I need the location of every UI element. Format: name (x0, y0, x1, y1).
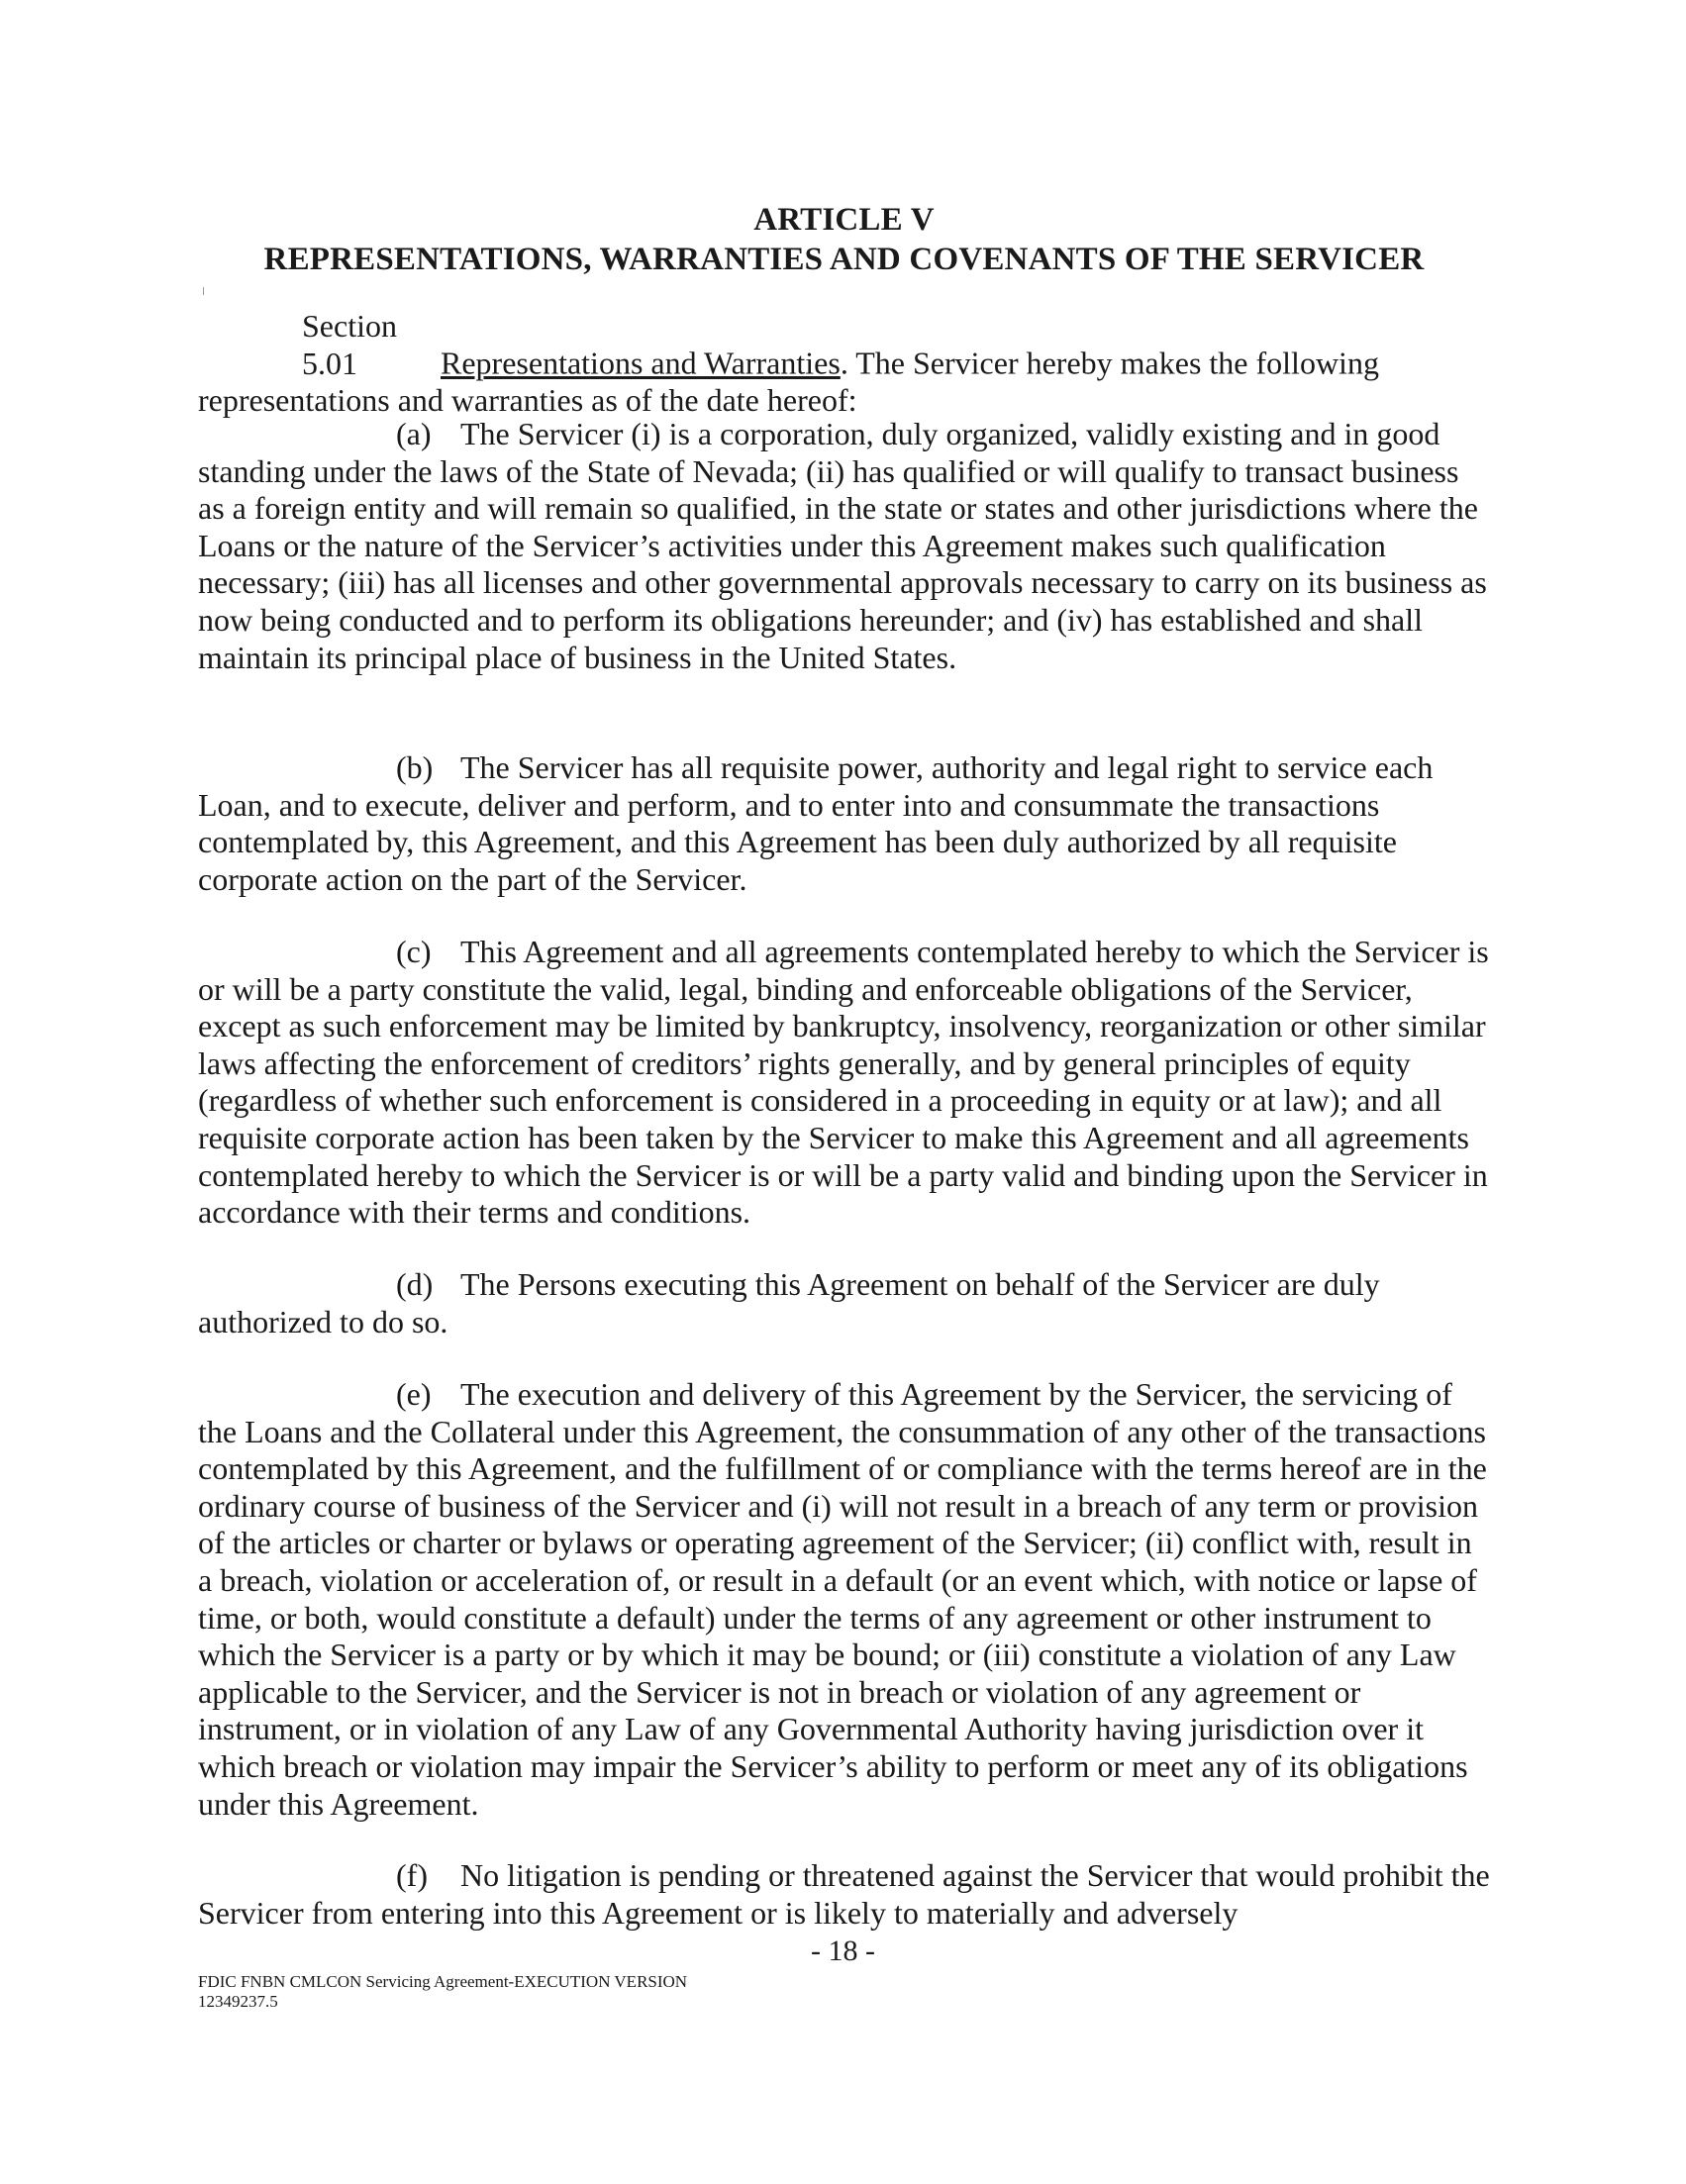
clause-text: The execution and delivery of this Agreement by the Servicer, the servicing of the Loans and the Collateral under this Agreement, the consummation of any other of the transactions contemplated by this Agreement, and the fulfillment of or compliance with the terms hereof are in the ordinary course of business of the Servicer and (i) will not result in a breach of any term or provision of the articles or charter or bylaws or operating agreement of the Servicer; (ii) conflict with, result in a breach, violation or acceleration of, or result in a default (or an event which, with notice or lapse of time, or both, would constitute a default) under the terms of any agreement or other instrument to which the Servicer is a party or by which it may be bound; or (iii) constitute a violation of any Law applicable to the Servicer, and the Servicer is not in breach or violation of any agreement or instrument, or in violation of any Law of any Governmental Authority having jurisdiction over it which breach or violation may impair the Servicer’s ability to perform or meet any of its obligations under this Agreement. (198, 1376, 1487, 1822)
article-title: REPRESENTATIONS, WARRANTIES AND COVENANTS OF THE SERVICER (263, 242, 1425, 277)
clause-a (198, 416, 1490, 676)
footer-document-name: FDIC FNBN CMLCON Servicing Agreement-EXECUTION VERSION (198, 1972, 688, 1991)
clause-marker: (e) (396, 1376, 432, 1412)
margin-mark (203, 287, 204, 295)
clause-f (198, 1857, 1490, 1932)
clause-text: The Servicer (i) is a corporation, duly organized, validly existing and in good standing under the laws of the State of Nevada; (ii) has qualified or will qualify to transact business as a foreign entity and will remain so qualified, in the state or states and other jurisdictions where the Loans or the nature of the Servicer’s activities under this Agreement makes such qualification necessary; (iii) has all licenses and other governmental approvals necessary to carry on its business as now being conducted and to perform its obligations hereunder; and (iv) has established and shall maintain its principal place of business in the United States. (198, 416, 1487, 675)
page-number: - 18 - (811, 1935, 875, 1967)
clause-text: The Persons executing this Agreement on behalf of the Servicer are duly authorized to do so. (198, 1266, 1380, 1340)
clause-text: No litigation is pending or threatened against the Servicer that would prohibit the Servicer from entering into this Agreement or is likely to materially and adversely (198, 1857, 1490, 1931)
clause-marker: (a) (396, 416, 432, 451)
clause-marker: (b) (396, 749, 434, 785)
section-5-01-intro (198, 308, 1490, 420)
clause-d (198, 1266, 1490, 1340)
document-footer (198, 1972, 687, 2012)
clause-b (198, 749, 1490, 898)
section-intro-text: . The Servicer hereby makes the following representations and warranties as of the date hereof: (198, 345, 1379, 419)
clause-text: This Agreement and all agreements contemplated hereby to which the Servicer is or will be a party constitute the valid, legal, binding and enforceable obligations of the Servicer, except as such enforcement may be limited by bankruptcy, insolvency, reorganization or other similar laws affecting the enforcement of creditors’ rights generally, and by general principles of equity (regardless of whether such enforcement is considered in a proceeding in equity or at law); and all requisite corporate action has been taken by the Servicer to make this Agreement and all agreements contemplated hereby to which the Servicer is or will be a party valid and binding upon the Servicer in accordance with their terms and conditions. (198, 934, 1489, 1231)
article-number: ARTICLE V (753, 202, 935, 238)
clause-c (198, 934, 1490, 1232)
clause-marker: (f) (396, 1857, 428, 1893)
clause-marker: (c) (396, 934, 432, 969)
clause-marker: (d) (396, 1266, 434, 1302)
section-title: Representations and Warranties (441, 345, 841, 381)
footer-document-id: 12349237.5 (198, 1992, 278, 2011)
section-number: Section 5.01 (302, 308, 397, 381)
clause-text: The Servicer has all requisite power, authority and legal right to service each Loan, and to execute, deliver and perform, and to enter into and consummate the transactions contemplated by, this Agreement, and this Agreement has been duly authorized by all requisite corporate action on the part of the Servicer. (198, 749, 1434, 897)
clause-e (198, 1376, 1490, 1823)
